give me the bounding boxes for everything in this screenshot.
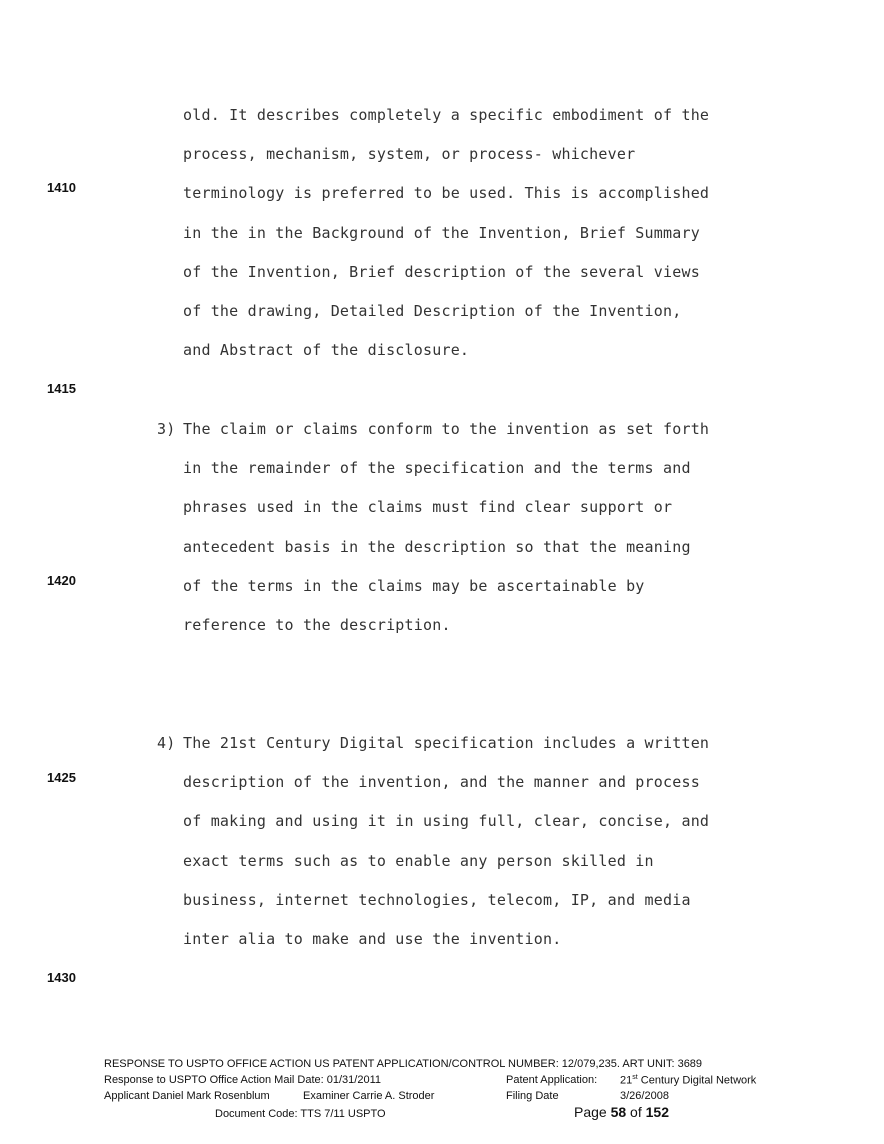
body-line: in the remainder of the specification and the terms and (183, 459, 691, 477)
footer-title-number: 21 (620, 1074, 633, 1087)
body-line: terminology is preferred to be used. This is accomplished (183, 184, 710, 202)
body-line: in the in the Background of the Invention, Brief Summary (183, 224, 700, 242)
footer-page-number (574, 1104, 669, 1120)
body-line: description of the invention, and the manner and process (183, 773, 700, 791)
footer-filing-date: 3/26/2008 (620, 1090, 669, 1102)
body-line: phrases used in the claims must find clear support or (183, 498, 673, 516)
body-line: of the terms in the claims may be ascertainable by (183, 577, 645, 595)
page-of-word: of (626, 1104, 646, 1120)
footer-filing-date-label: Filing Date (506, 1090, 559, 1102)
line-number-1415: 1415 (47, 381, 76, 396)
footer-mail-date: Response to USPTO Office Action Mail Date: 01/31/2011 (104, 1074, 381, 1086)
body-line: of the Invention, Brief description of the several views (183, 263, 700, 281)
line-number-1430: 1430 (47, 970, 76, 985)
footer-patent-application-title (620, 1074, 756, 1087)
body-line: antecedent basis in the description so that the meaning (183, 538, 691, 556)
footer-applicant: Applicant Daniel Mark Rosenblum (104, 1090, 270, 1102)
footer-title-rest: Century Digital Network (637, 1074, 757, 1087)
body-line: business, internet technologies, telecom, IP, and media (183, 891, 691, 909)
footer-response-line: RESPONSE TO USPTO OFFICE ACTION US PATENT APPLICATION/CONTROL NUMBER: 12/079,235. ART UNIT: 3689 (104, 1058, 703, 1070)
footer-document-code: Document Code: TTS 7/11 USPTO (215, 1108, 386, 1120)
body-line: process, mechanism, system, or process- whichever (183, 145, 636, 163)
body-line: The claim or claims conform to the invention as set forth (183, 420, 710, 438)
body-line: of making and using it in using full, clear, concise, and (183, 812, 710, 830)
line-number-1425: 1425 (47, 770, 76, 785)
body-line: and Abstract of the disclosure. (183, 341, 470, 359)
body-line: inter alia to make and use the invention. (183, 930, 562, 948)
body-line: of the drawing, Detailed Description of the Invention, (183, 302, 682, 320)
footer-examiner: Examiner Carrie A. Stroder (303, 1090, 435, 1102)
list-marker-3: 3) (157, 420, 176, 438)
body-line: reference to the description. (183, 616, 451, 634)
line-number-1410: 1410 (47, 180, 76, 195)
footer-title-suffix: st (632, 1074, 638, 1081)
page-current: 58 (610, 1104, 627, 1120)
page-word: Page (574, 1104, 611, 1120)
line-number-1420: 1420 (47, 573, 76, 588)
list-marker-4: 4) (157, 734, 176, 752)
body-line: The 21st Century Digital specification includes a written (183, 734, 710, 752)
footer-patent-application-label: Patent Application: (506, 1074, 598, 1086)
page-total: 152 (645, 1104, 669, 1120)
body-line: old. It describes completely a specific embodiment of the (183, 106, 710, 124)
body-line: exact terms such as to enable any person skilled in (183, 852, 654, 870)
